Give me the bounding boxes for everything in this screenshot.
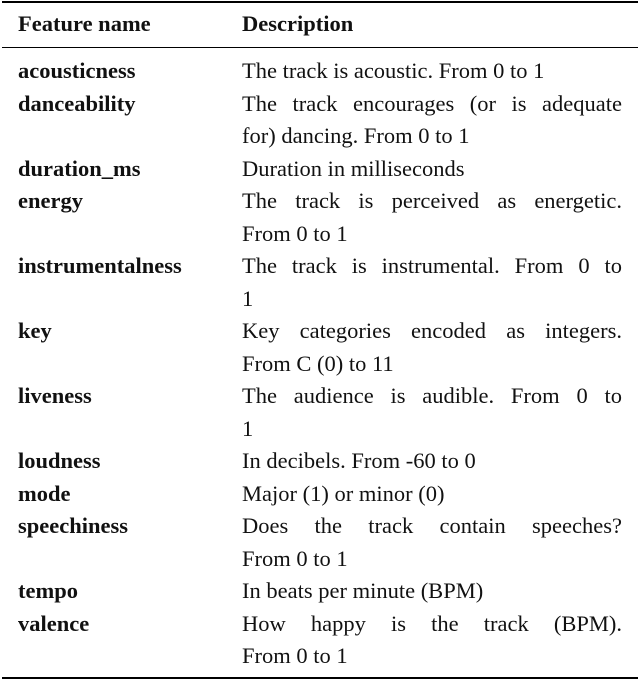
feature-name: loudness	[18, 448, 101, 473]
description-line: How happy is the track (BPM).	[242, 610, 622, 636]
description-line: From 0 to 1	[242, 545, 348, 571]
feature-description	[242, 380, 622, 445]
description-line: The track is instrumental. From 0 to	[242, 253, 622, 278]
feature-name: key	[18, 318, 52, 343]
feature-name: mode	[18, 480, 71, 506]
header-feature-name: Feature name	[18, 11, 151, 36]
feature-description	[242, 88, 622, 153]
description-line: In beats per minute (BPM)	[242, 578, 484, 603]
description-line: for) dancing. From 0 to 1	[242, 123, 470, 148]
table-body	[0, 55, 640, 673]
feature-name: acousticness	[18, 58, 136, 83]
feature-description	[242, 250, 622, 315]
description-line: 1	[242, 415, 254, 441]
description-line: From C (0) to 11	[242, 350, 394, 376]
table-row	[0, 250, 640, 315]
feature-description	[242, 478, 622, 511]
description-line: Duration in milliseconds	[242, 155, 465, 181]
feature-description	[242, 445, 622, 478]
header-rule	[2, 47, 638, 48]
feature-description	[242, 510, 622, 575]
table-row	[0, 315, 640, 380]
description-line: 1	[242, 285, 254, 311]
feature-name: tempo	[18, 578, 78, 603]
feature-name: danceability	[18, 90, 136, 116]
table-row	[0, 478, 640, 511]
description-line: The track is acoustic. From 0 to 1	[242, 58, 545, 83]
description-line: From 0 to 1	[242, 220, 348, 246]
feature-description	[242, 55, 622, 88]
feature-name: duration_ms	[18, 155, 141, 181]
table-row	[0, 575, 640, 608]
table-row	[0, 380, 640, 445]
feature-name: speechiness	[18, 513, 129, 538]
table-row	[0, 608, 640, 673]
feature-description	[242, 153, 622, 186]
feature-name: valence	[18, 610, 90, 636]
description-line: In decibels. From -60 to 0	[242, 448, 476, 473]
table-row	[0, 510, 640, 575]
description-line: The track encourages (or is adequate	[242, 90, 622, 116]
feature-name: instrumentalness	[18, 253, 182, 278]
header-description: Description	[242, 11, 354, 36]
table-row	[0, 153, 640, 186]
description-line: The track is perceived as energetic.	[242, 188, 622, 213]
description-line: The audience is audible. From 0 to	[242, 383, 622, 408]
feature-description	[242, 185, 622, 250]
description-line: Key categories encoded as integers.	[242, 318, 622, 343]
table-row	[0, 445, 640, 478]
feature-description	[242, 575, 622, 608]
table-row	[0, 88, 640, 153]
table-bottom-rule	[2, 677, 638, 679]
feature-name: liveness	[18, 383, 92, 408]
description-line: From 0 to 1	[242, 643, 348, 668]
table-row	[0, 55, 640, 88]
feature-description	[242, 315, 622, 380]
table-row	[0, 185, 640, 250]
feature-description	[242, 608, 622, 673]
description-line: Major (1) or minor (0)	[242, 480, 445, 506]
table-top-rule	[2, 1, 638, 3]
description-line: Does the track contain speeches?	[242, 513, 622, 538]
feature-name: energy	[18, 188, 83, 213]
